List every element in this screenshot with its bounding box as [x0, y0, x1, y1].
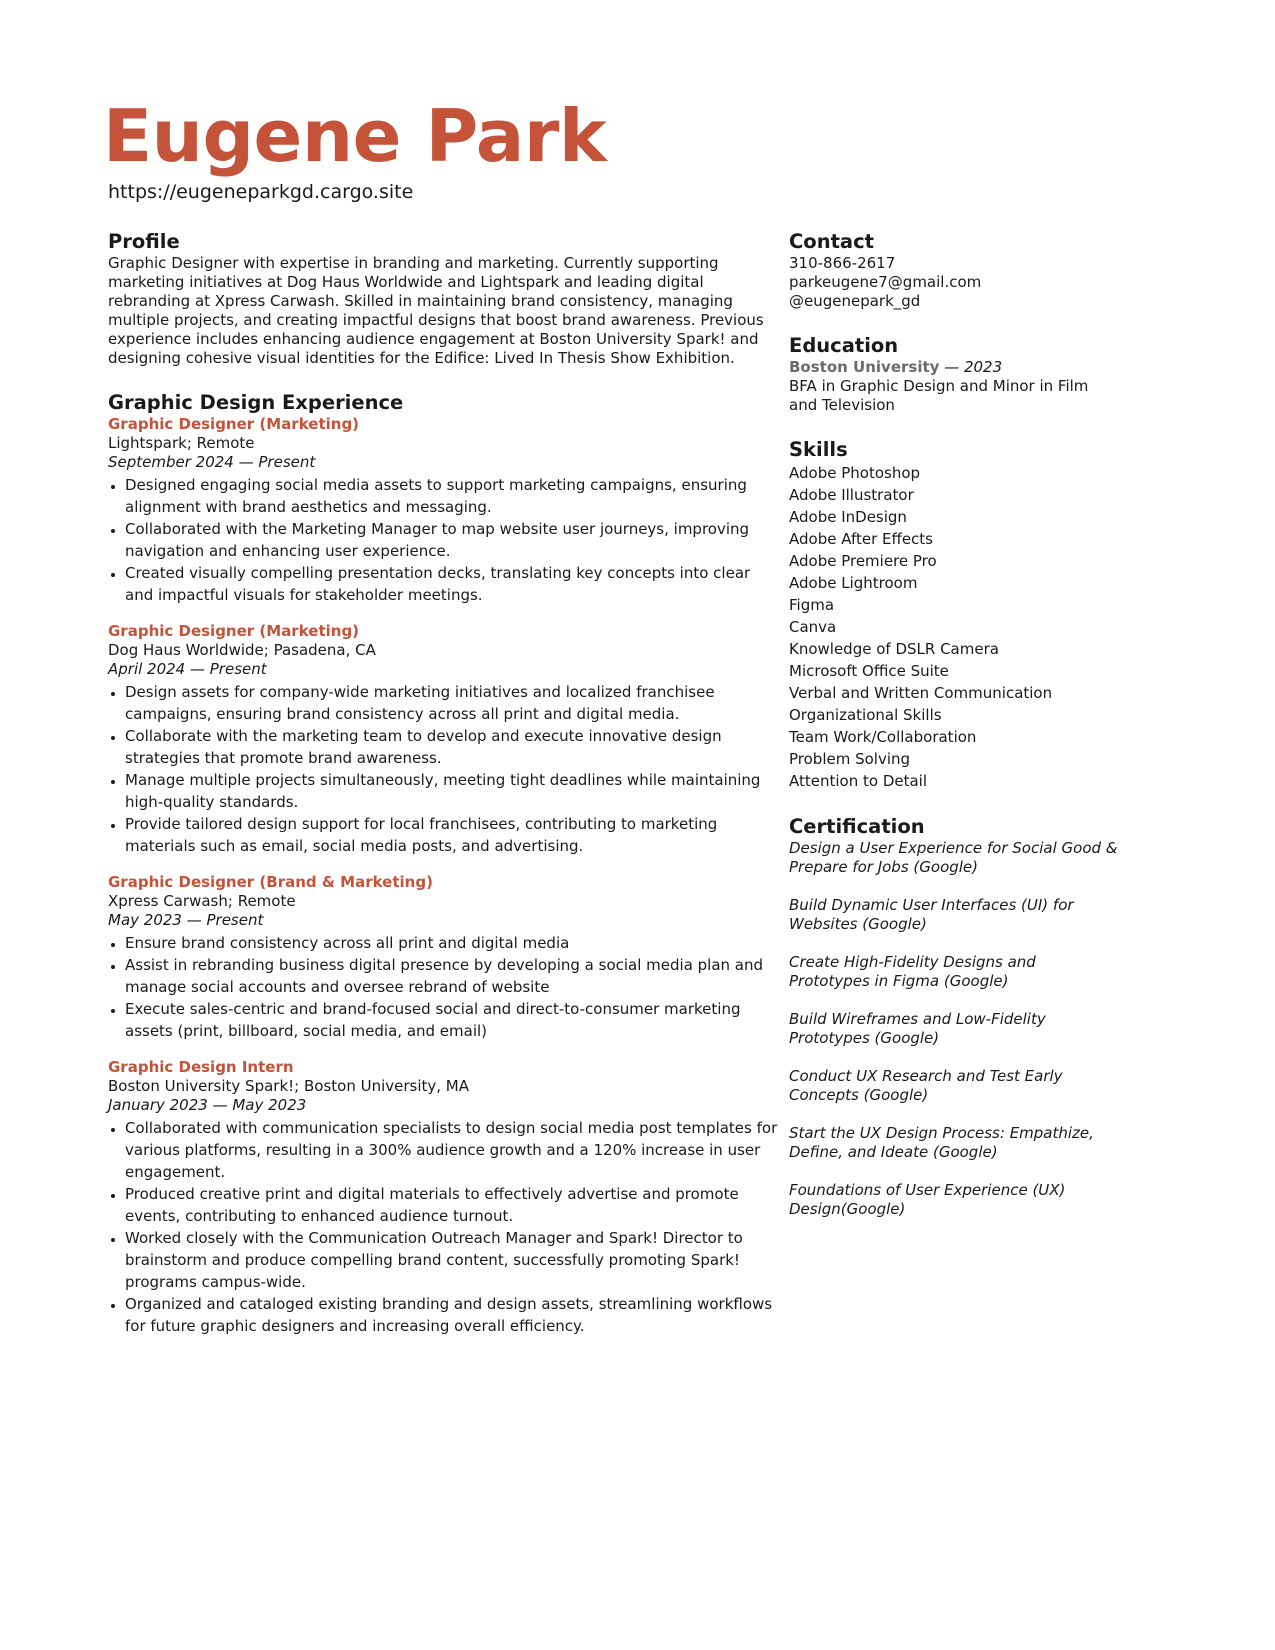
profile-heading: Profile — [108, 230, 180, 253]
skill-item: Adobe Premiere Pro — [789, 552, 937, 570]
job-bullets — [108, 1117, 778, 1337]
job-bullet: • Collaborated with communication specialists to design social media post templates for various platforms, resulting in a 300% audience growth and a 120% increase in user engagement. — [125, 1117, 778, 1183]
contact-section — [789, 229, 1119, 311]
job-bullet: • Created visually compelling presentation decks, translating key concepts into clear and impactful visuals for stakeholder meetings. — [125, 562, 778, 606]
graduation-year: — 2023 — [939, 358, 1003, 376]
skills-section — [789, 437, 1119, 792]
skill-item: Adobe Lightroom — [789, 574, 918, 592]
job-company: Dog Haus Worldwide; Pasadena, CA — [108, 641, 376, 659]
certification-item: Build Dynamic User Interfaces (UI) for Websites (Google) — [789, 896, 1074, 933]
job-title: Graphic Designer (Marketing) — [108, 622, 360, 640]
job-bullet: • Provide tailored design support for local franchisees, contributing to marketing materials such as email, social media posts, and advertising. — [125, 813, 778, 857]
skill-item: Figma — [789, 596, 835, 614]
skill-item: Organizational Skills — [789, 706, 942, 724]
job-bullet: • Organized and cataloged existing branding and design assets, streamlining workflows for future graphic designers and increasing overall efficiency. — [125, 1293, 778, 1337]
job-company: Lightspark; Remote — [108, 434, 255, 452]
social-handle[interactable]: @eugenepark_gd — [789, 292, 921, 310]
left-column — [108, 229, 778, 1353]
skill-item: Adobe Illustrator — [789, 486, 914, 504]
education-heading: Education — [789, 334, 899, 357]
skill-item: Problem Solving — [789, 750, 911, 768]
phone[interactable]: 310-866-2617 — [789, 254, 896, 272]
profile-section — [108, 229, 778, 368]
experience-section — [108, 390, 778, 1337]
job-entry — [108, 873, 778, 1042]
school-name: Boston University — [789, 358, 940, 376]
right-column — [789, 229, 1119, 1238]
job-dates: January 2023 — May 2023 — [108, 1096, 307, 1114]
job-company: Boston University Spark!; Boston University, MA — [108, 1077, 469, 1095]
job-bullet: • Manage multiple projects simultaneously, meeting tight deadlines while maintaining high-quality standards. — [125, 769, 778, 813]
job-title: Graphic Design Intern — [108, 1058, 294, 1076]
job-bullet: • Assist in rebranding business digital presence by developing a social media plan and manage social accounts and oversee rebrand of website — [125, 954, 778, 998]
certification-item: Start the UX Design Process: Empathize, Define, and Ideate (Google) — [789, 1124, 1094, 1161]
skill-item: Team Work/Collaboration — [789, 728, 977, 746]
skill-item: Canva — [789, 618, 837, 636]
job-bullet: • Collaborate with the marketing team to develop and execute innovative design strategies that promote brand awareness. — [125, 725, 778, 769]
job-bullet: • Worked closely with the Communication Outreach Manager and Spark! Director to brainstorm and produce compelling brand content, successfully promoting Spark! programs campus-wide. — [125, 1227, 778, 1293]
skill-item: Adobe After Effects — [789, 530, 933, 548]
email[interactable]: parkeugene7@gmail.com — [789, 273, 982, 291]
job-bullet: • Collaborated with the Marketing Manager to map website user journeys, improving navigation and enhancing user experience. — [125, 518, 778, 562]
job-dates: May 2023 — Present — [108, 911, 264, 929]
resume-name: Eugene Park — [103, 94, 607, 178]
experience-heading: Graphic Design Experience — [108, 391, 404, 414]
certification-item: Create High-Fidelity Designs and Prototypes in Figma (Google) — [789, 953, 1036, 990]
education-section — [789, 333, 1119, 415]
skill-item: Adobe Photoshop — [789, 464, 921, 482]
job-title: Graphic Designer (Marketing) — [108, 415, 360, 433]
certification-item: Conduct UX Research and Test Early Concepts (Google) — [789, 1067, 1063, 1104]
job-bullets — [108, 932, 778, 1042]
profile-text: Graphic Designer with expertise in branding and marketing. Currently supporting marketing initiatives at Dog Haus Worldwide and Lightspark and leading digital rebranding at Xpress Carwash. Skilled in maintaining brand consistency, managing multiple projects, and creating impactful designs that boost brand awareness. Previous experience includes enhancing audience engagement at Boston University Spark! and designing cohesive visual identities for the Edifice: Lived In Thesis Show Exhibition. — [108, 254, 764, 367]
job-dates: September 2024 — Present — [108, 453, 316, 471]
job-bullets — [108, 681, 778, 857]
job-entry — [108, 415, 778, 606]
job-bullet: • Ensure brand consistency across all print and digital media — [125, 932, 778, 954]
job-company: Xpress Carwash; Remote — [108, 892, 296, 910]
skill-item: Verbal and Written Communication — [789, 684, 1053, 702]
job-bullet: • Execute sales-centric and brand-focused social and direct-to-consumer marketing assets (print, billboard, social media, and email) — [125, 998, 778, 1042]
contact-heading: Contact — [789, 230, 874, 253]
degree: BFA in Graphic Design and Minor in Film and Television — [789, 377, 1089, 414]
job-bullet: • Produced creative print and digital materials to effectively advertise and promote events, contributing to enhanced audience turnout. — [125, 1183, 778, 1227]
skill-item: Microsoft Office Suite — [789, 662, 949, 680]
certification-item: Foundations of User Experience (UX) Design(Google) — [789, 1181, 1066, 1218]
job-dates: April 2024 — Present — [108, 660, 267, 678]
skills-heading: Skills — [789, 438, 848, 461]
job-bullet: • Designed engaging social media assets to support marketing campaigns, ensuring alignment with brand aesthetics and messaging. — [125, 474, 778, 518]
certification-heading: Certification — [789, 815, 925, 838]
job-entry — [108, 1058, 778, 1337]
job-bullets — [108, 474, 778, 606]
portfolio-link[interactable]: https://eugeneparkgd.cargo.site — [108, 181, 414, 203]
certification-item: Design a User Experience for Social Good & Prepare for Jobs (Google) — [789, 839, 1118, 876]
job-title: Graphic Designer (Brand & Marketing) — [108, 873, 433, 891]
skill-item: Attention to Detail — [789, 772, 928, 790]
skill-item: Knowledge of DSLR Camera — [789, 640, 999, 658]
job-bullet: • Design assets for company-wide marketing initiatives and localized franchisee campaigns, ensuring brand consistency across all print and digital media. — [125, 681, 778, 725]
certification-item: Build Wireframes and Low-Fidelity Prototypes (Google) — [789, 1010, 1046, 1047]
certification-section — [789, 814, 1119, 1219]
skill-item: Adobe InDesign — [789, 508, 907, 526]
job-entry — [108, 622, 778, 857]
